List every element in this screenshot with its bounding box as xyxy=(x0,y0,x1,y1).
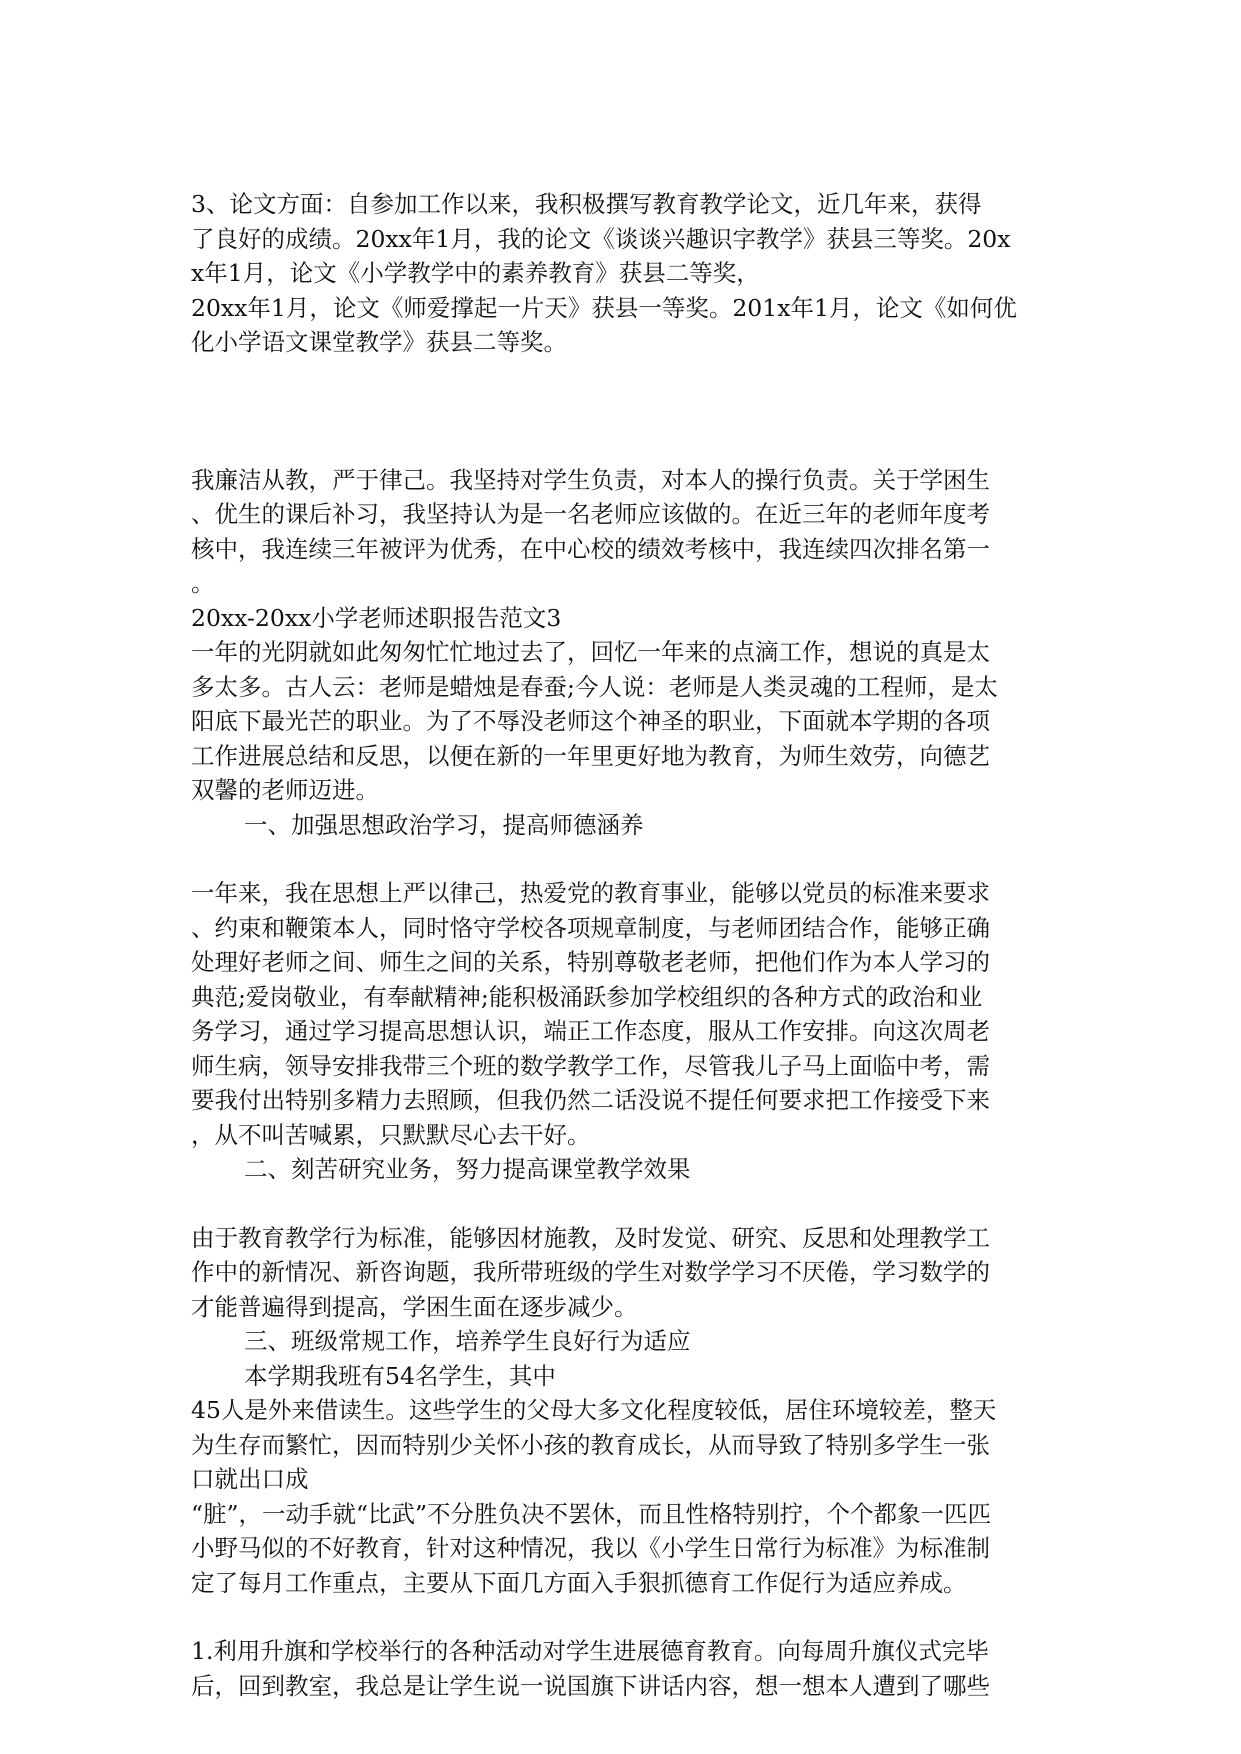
text-line: 3、论文方面：自参加工作以来，我积极撰写教育教学论文，近几年来，获得 xyxy=(191,190,982,218)
paragraph-gap xyxy=(191,842,1051,876)
text-line: 45人是外来借读生。这些学生的父母大多文化程度较低，居住环境较差，整天 xyxy=(191,1396,997,1424)
text-line: 务学习，通过学习提高思想认识，端正工作态度，服从工作安排。向这次周老 xyxy=(191,1017,990,1045)
text-line: 典范;爱岗敬业，有奉献精神;能积极涌跃参加学校组织的各种方式的政治和业 xyxy=(191,982,983,1011)
text-line: 阳底下最光芒的职业。为了不辱没老师这个神圣的职业，下面就本学期的各项 xyxy=(191,707,990,735)
text-line: 了良好的成绩。20xx年1月，我的论文《谈谈兴趣识字教学》获县三等奖。20x xyxy=(191,224,1011,253)
text-line: 。 xyxy=(191,569,215,597)
text-line: 一年来，我在思想上严以律己，热爱党的教育事业，能够以党员的标准来要求 xyxy=(191,879,990,907)
subheading: 二、刻苦研究业务，努力提高课堂教学效果 xyxy=(244,1155,691,1183)
paragraph-gap xyxy=(191,360,1051,463)
section-title: 20xx-20xx小学老师述职报告范文3 xyxy=(191,603,562,632)
text-line: 才能普遍得到提高，学困生面在逐步减少。 xyxy=(191,1292,638,1321)
text-line: x年1月，论文《小学教学中的素养教育》获县二等奖， xyxy=(191,259,760,287)
text-line: 师生病，领导安排我带三个班的数学教学工作，尽管我儿子马上面临中考，需 xyxy=(191,1051,990,1080)
text-line: 工作进展总结和反思，以便在新的一年里更好地为教育，为师生效劳，向德艺 xyxy=(191,741,990,770)
subheading: 三、班级常规工作，培养学生良好行为适应 xyxy=(244,1327,691,1355)
text-line: 、优生的课后补习，我坚持认为是一名老师应该做的。在近三年的老师年度考 xyxy=(191,500,990,528)
text-line: 1.利用升旗和学校举行的各种活动对学生进展德育教育。向每周升旗仪式完毕 xyxy=(191,1637,989,1665)
text-line: 要我付出特别多精力去照顾，但我仍然二话没说不提任何要求把工作接受下来 xyxy=(191,1086,990,1114)
paragraph-gap xyxy=(191,1187,1051,1221)
text-line: 作中的新情况、新咨询题，我所带班级的学生对数学学习不厌倦，学习数学的 xyxy=(191,1258,990,1286)
text-line: 由于教育教学行为标准，能够因材施教，及时发觉、研究、反思和处理教学工 xyxy=(191,1223,990,1252)
text-line: “脏”，一动手就“比武”不分胜负决不罢休，而且性格特别拧，个个都象一匹匹 xyxy=(191,1499,992,1528)
subheading: 一、加强思想政治学习，提高师德涵养 xyxy=(244,810,644,839)
document-body xyxy=(191,187,1051,1703)
text-line: 核中，我连续三年被评为优秀，在中心校的绩效考核中，我连续四次排名第一 xyxy=(191,534,990,563)
paragraph-gap xyxy=(191,1600,1051,1634)
text-line: 、约束和鞭策本人，同时恪守学校各项规章制度，与老师团结合作，能够正确 xyxy=(191,913,990,942)
text-line: 本学期我班有54名学生，其中 xyxy=(244,1361,556,1390)
text-line: 为生存而繁忙，因而特别少关怀小孩的教育成长，从而导致了特别多学生一张 xyxy=(191,1430,990,1459)
text-line: 化小学语文课堂教学》获县二等奖。 xyxy=(191,328,567,356)
text-line: 双馨的老师迈进。 xyxy=(191,776,379,804)
text-line: 定了每月工作重点，主要从下面几方面入手狠抓德育工作促行为适应养成。 xyxy=(191,1568,967,1597)
text-line: 我廉洁从教，严于律己。我坚持对学生负责，对本人的操行负责。关于学困生 xyxy=(191,465,990,494)
text-line: 口就出口成 xyxy=(191,1465,309,1493)
text-line: 多太多。古人云：老师是蜡烛是春蚕;今人说：老师是人类灵魂的工程师，是太 xyxy=(191,672,998,701)
text-line: 20xx年1月，论文《师爱撑起一片天》获县一等奖。201x年1月，论文《如何优 xyxy=(191,293,1017,322)
text-line: 小野马似的不好教育，针对这种情况，我以《小学生日常行为标准》为标准制 xyxy=(191,1534,990,1562)
text-line: 后，回到教室，我总是让学生说一说国旗下讲话内容，想一想本人遭到了哪些 xyxy=(191,1671,990,1700)
text-line: 一年的光阴就如此匆匆忙忙地过去了，回忆一年来的点滴工作，想说的真是太 xyxy=(191,638,990,666)
text-line: 处理好老师之间、师生之间的关系，特别尊敬老老师，把他们作为本人学习的 xyxy=(191,948,990,976)
text-line: ，从不叫苦喊累，只默默尽心去干好。 xyxy=(191,1120,591,1149)
